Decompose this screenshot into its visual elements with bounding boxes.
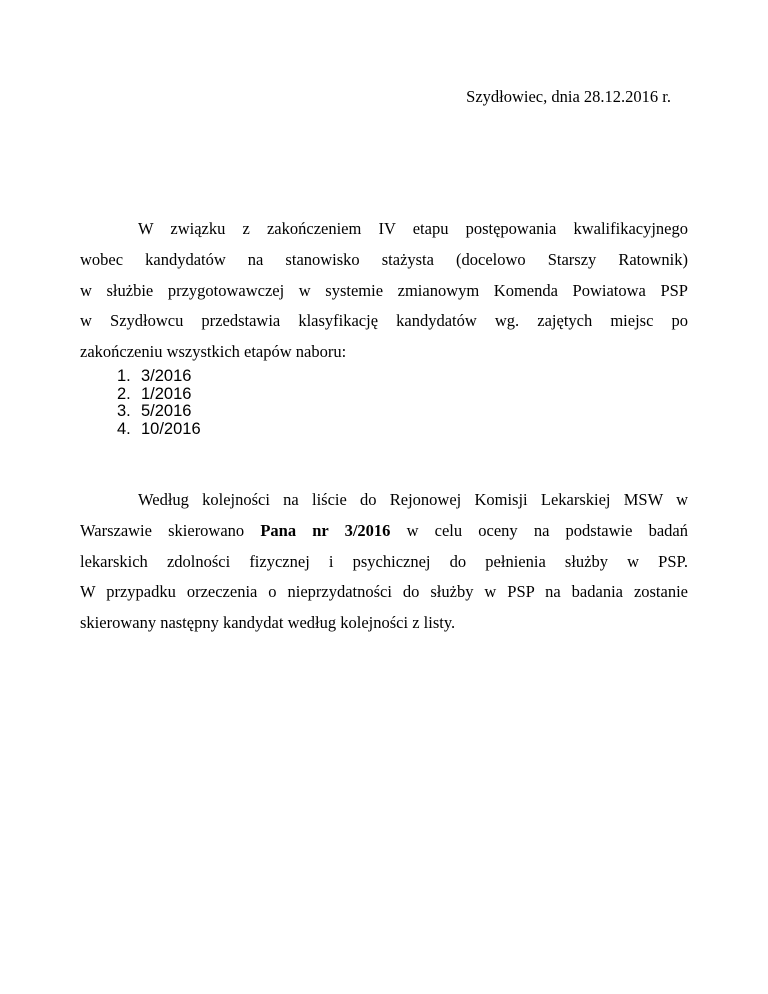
list-item-number: 3. (117, 402, 131, 420)
list-item (117, 403, 201, 421)
paragraph-line: Według kolejności na liście do Rejonowej Komisji Lekarskiej MSW w (138, 490, 688, 509)
candidate-ranking-list (117, 368, 201, 438)
list-item-value: 3/2016 (141, 367, 192, 385)
paragraph-line: W przypadku orzeczenia o nieprzydatności do służby w PSP na badania zostanie (80, 582, 688, 602)
referral-paragraph (80, 485, 688, 639)
list-item-number: 2. (117, 384, 131, 403)
list-item (117, 421, 201, 439)
list-item-value: 5/2016 (141, 402, 192, 420)
list-item-value: 10/2016 (141, 419, 201, 438)
paragraph-text: Warszawie skierowano (80, 520, 261, 540)
list-item-number: 1. (117, 367, 131, 385)
list-item-number: 4. (117, 419, 131, 438)
list-item (117, 368, 201, 386)
paragraph-text: w celu oceny na podstawie badań (390, 520, 688, 540)
list-item-value: 1/2016 (141, 384, 192, 403)
list-item (117, 386, 201, 404)
paragraph-line: lekarskich zdolności fizycznej i psychicznej do pełnienia służby w PSP. (80, 551, 688, 571)
paragraph-line: zakończeniu wszystkich etapów naboru: (80, 342, 347, 362)
paragraph-line: skierowany następny kandydat według kolejności z listy. (80, 613, 456, 633)
candidate-number-bold: Pana nr 3/2016 (260, 520, 391, 540)
paragraph-line: w służbie przygotowawczej w systemie zmianowym Komenda Powiatowa PSP (80, 280, 688, 300)
paragraph-line: wobec kandydatów na stanowisko stażysta (docelowo Starszy Ratownik) (80, 249, 688, 269)
date-line: Szydłowiec, dnia 28.12.2016 r. (466, 87, 671, 106)
paragraph-line: W związku z zakończeniem IV etapu postępowania kwalifikacyjnego (138, 219, 688, 238)
intro-paragraph (80, 214, 688, 368)
paragraph-line: w Szydłowcu przedstawia klasyfikację kandydatów wg. zajętych miejsc po (80, 311, 688, 331)
paragraph-line (80, 516, 688, 547)
